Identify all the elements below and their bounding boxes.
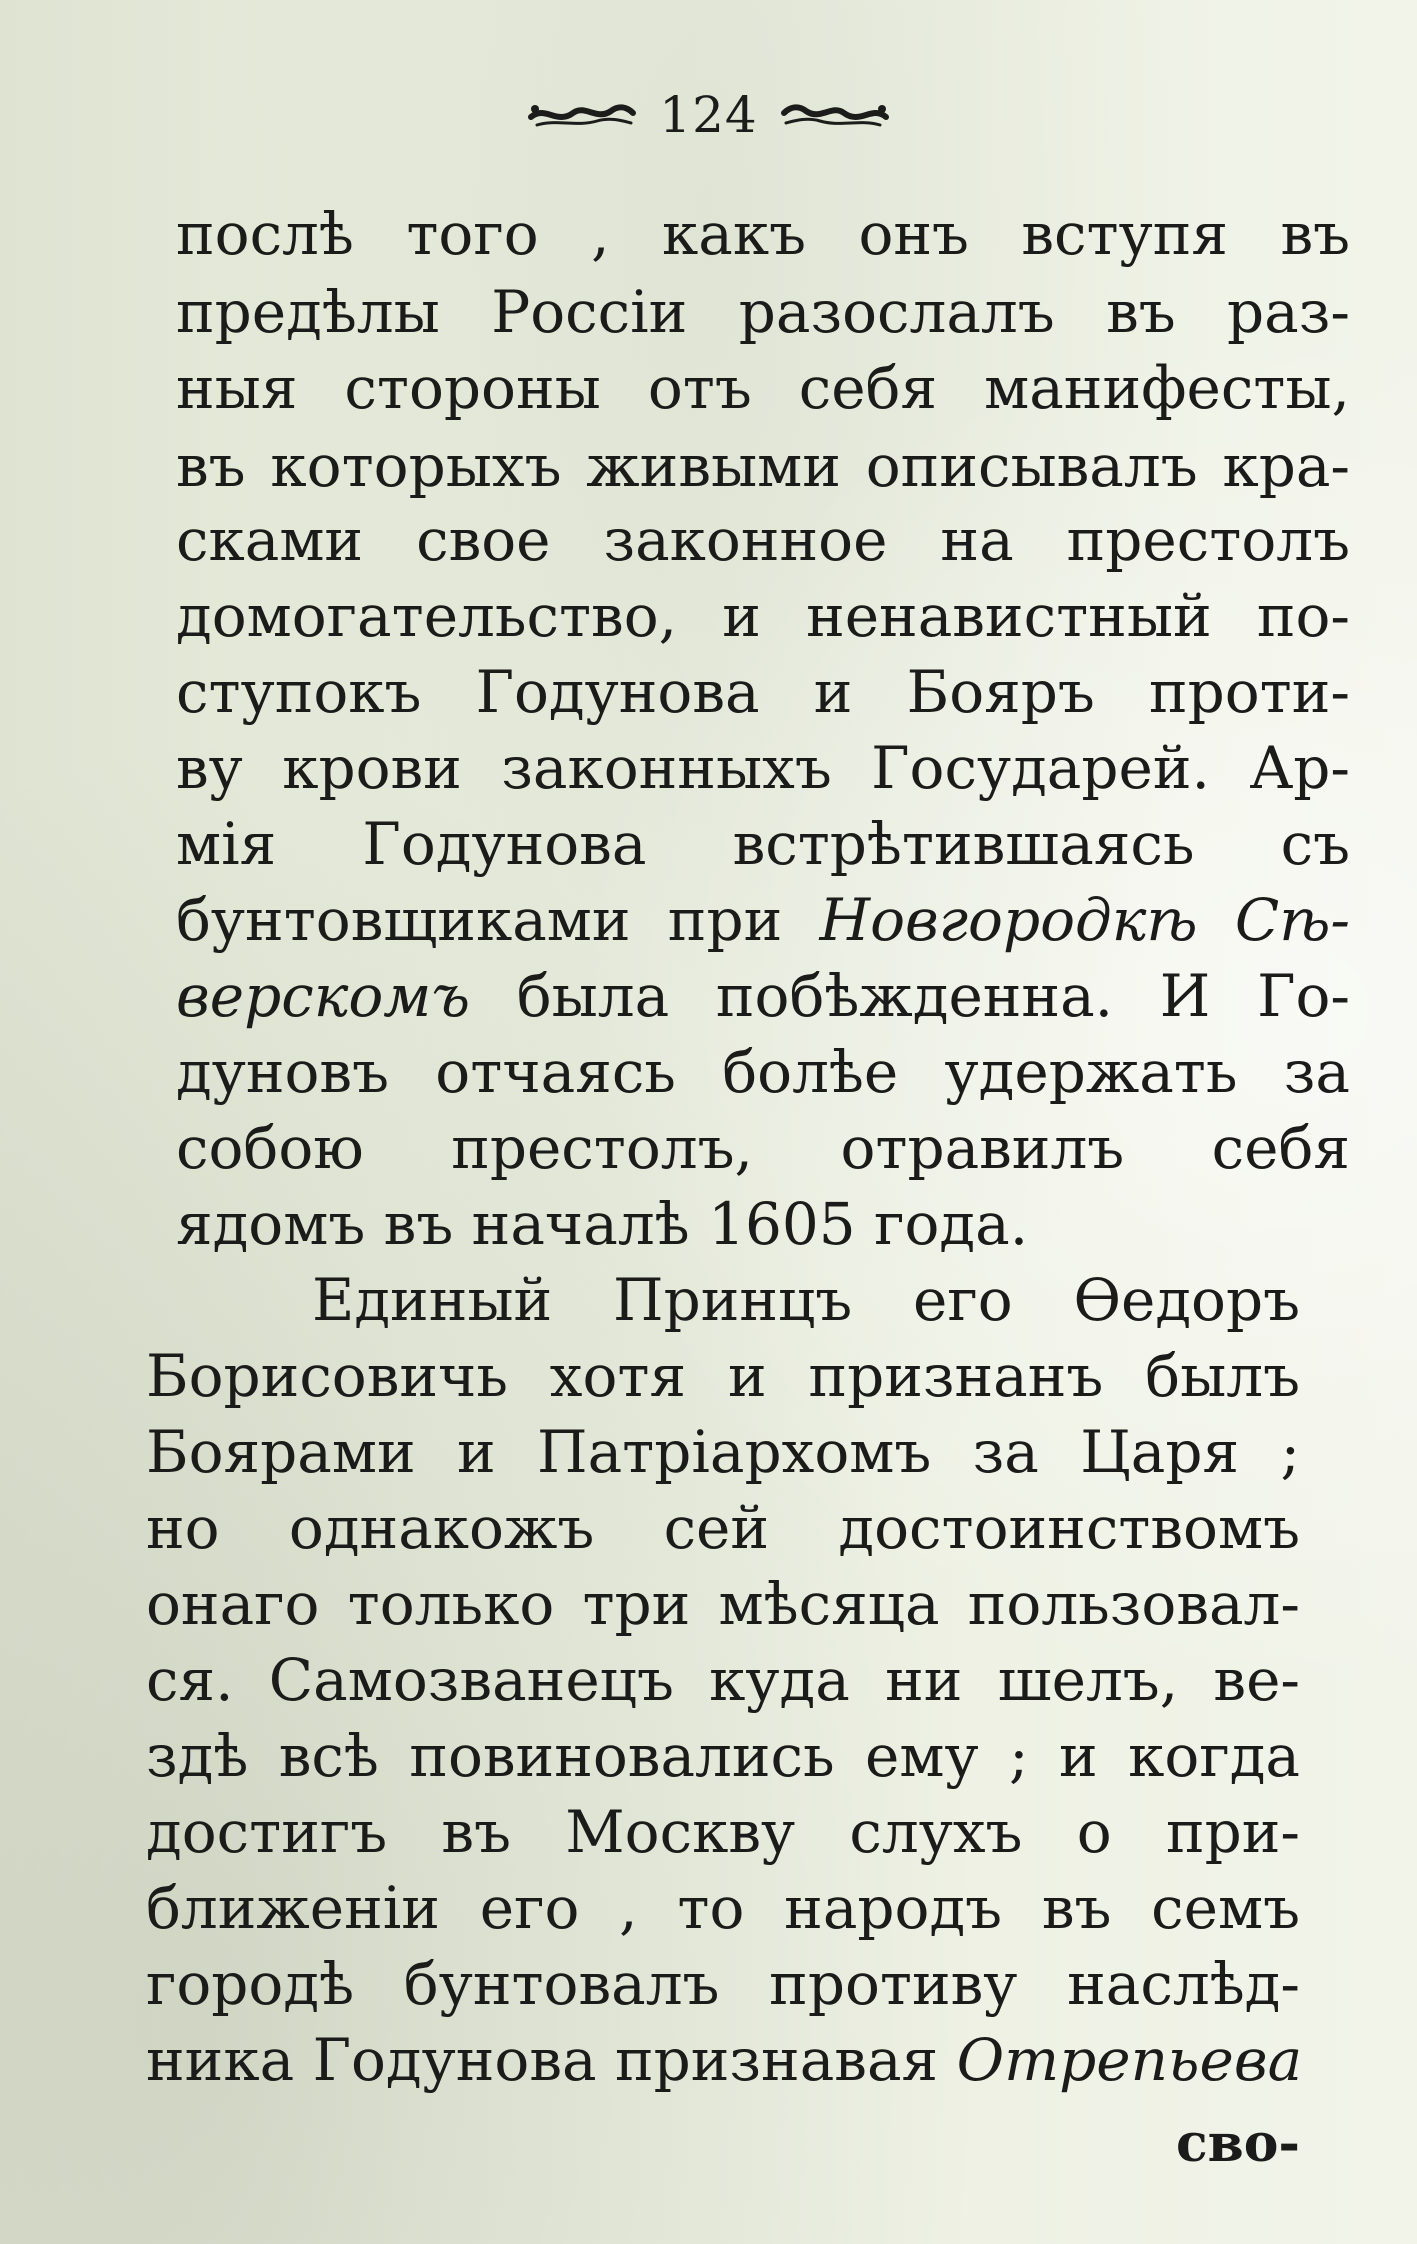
text-line bbox=[176, 580, 1350, 652]
text-segment: ныя стороны отъ себя манифесты, bbox=[176, 354, 1350, 422]
text-segment: бунтовщиками при bbox=[176, 886, 820, 954]
text-segment: достигъ въ Москву слухъ о при- bbox=[146, 1798, 1300, 1866]
text-line bbox=[146, 1492, 1300, 1564]
text-segment: мія Годунова встрѣтившаясь съ bbox=[176, 810, 1350, 878]
text-segment: ву крови законныхъ Государей. Ар- bbox=[176, 734, 1350, 802]
catchword: сво- bbox=[1175, 2113, 1300, 2174]
text-segment: ближеніи его , то народъ въ семъ bbox=[146, 1874, 1300, 1942]
text-line bbox=[176, 808, 1350, 880]
text-line bbox=[312, 1264, 1300, 1336]
text-line bbox=[176, 1112, 1350, 1184]
text-line bbox=[176, 732, 1350, 804]
text-segment: предѣлы Россіи разослалъ въ раз- bbox=[176, 278, 1350, 346]
text-segment: ступокъ Годунова и Бояръ проти- bbox=[176, 658, 1350, 726]
text-segment: послѣ того , какъ онъ вступя въ bbox=[176, 200, 1350, 268]
text-segment: ся. Самозванецъ куда ни шелъ, ве- bbox=[146, 1646, 1300, 1714]
text-segment: но однакожъ сей достоинствомъ bbox=[146, 1494, 1300, 1562]
text-line bbox=[176, 960, 1350, 1032]
text-line bbox=[146, 1416, 1300, 1488]
text-segment: сками свое законное на престолъ bbox=[176, 506, 1350, 574]
text-segment: была побѣжденна. И Го- bbox=[470, 962, 1350, 1030]
text-line bbox=[146, 1644, 1300, 1716]
text-segment: Боярами и Патріархомъ за Царя ; bbox=[146, 1418, 1300, 1486]
text-line bbox=[146, 1872, 1300, 1944]
text-segment: въ которыхъ живыми описывалъ кра- bbox=[176, 432, 1350, 500]
text-line bbox=[146, 1568, 1300, 1640]
italic-text: верскомъ bbox=[176, 962, 470, 1030]
text-segment: здѣ всѣ повиновались ему ; и когда bbox=[146, 1722, 1300, 1790]
page-number: 124 bbox=[659, 86, 758, 144]
text-line bbox=[176, 352, 1350, 424]
text-segment: ядомъ въ началѣ 1605 года. bbox=[176, 1190, 1029, 1258]
text-segment: дуновъ отчаясь болѣе удержать за bbox=[176, 1038, 1350, 1106]
text-segment: Борисовичь хотя и признанъ былъ bbox=[146, 1342, 1300, 1410]
text-line bbox=[176, 276, 1350, 348]
text-segment: ника Годунова признавая bbox=[146, 2026, 957, 2094]
text-line bbox=[176, 198, 1350, 270]
text-segment: домогательство, и ненавистный по- bbox=[176, 582, 1350, 650]
text-line bbox=[146, 2024, 1303, 2096]
text-line bbox=[146, 1340, 1300, 1412]
text-line bbox=[176, 504, 1350, 576]
text-line bbox=[146, 1948, 1300, 2020]
italic-text: Новгородкѣ Сѣ- bbox=[819, 886, 1350, 954]
text-line bbox=[176, 884, 1350, 956]
text-segment: собою престолъ, отравилъ себя bbox=[176, 1114, 1350, 1182]
text-segment: городѣ бунтовалъ противу наслѣд- bbox=[146, 1950, 1300, 2018]
text-line bbox=[176, 1188, 1060, 1260]
right-flourish-ornament bbox=[780, 95, 890, 135]
left-flourish-ornament bbox=[527, 95, 637, 135]
text-segment: Единый Принцъ его Ѳедоръ bbox=[312, 1266, 1300, 1334]
page-header bbox=[0, 80, 1417, 150]
italic-text: Отрепьева bbox=[956, 2026, 1303, 2094]
text-line bbox=[176, 656, 1350, 728]
text-segment: онаго только три мѣсяца пользовал- bbox=[146, 1570, 1300, 1638]
text-line bbox=[146, 1796, 1300, 1868]
text-line bbox=[146, 1720, 1300, 1792]
text-line bbox=[176, 430, 1350, 502]
text-line bbox=[176, 1036, 1350, 1108]
